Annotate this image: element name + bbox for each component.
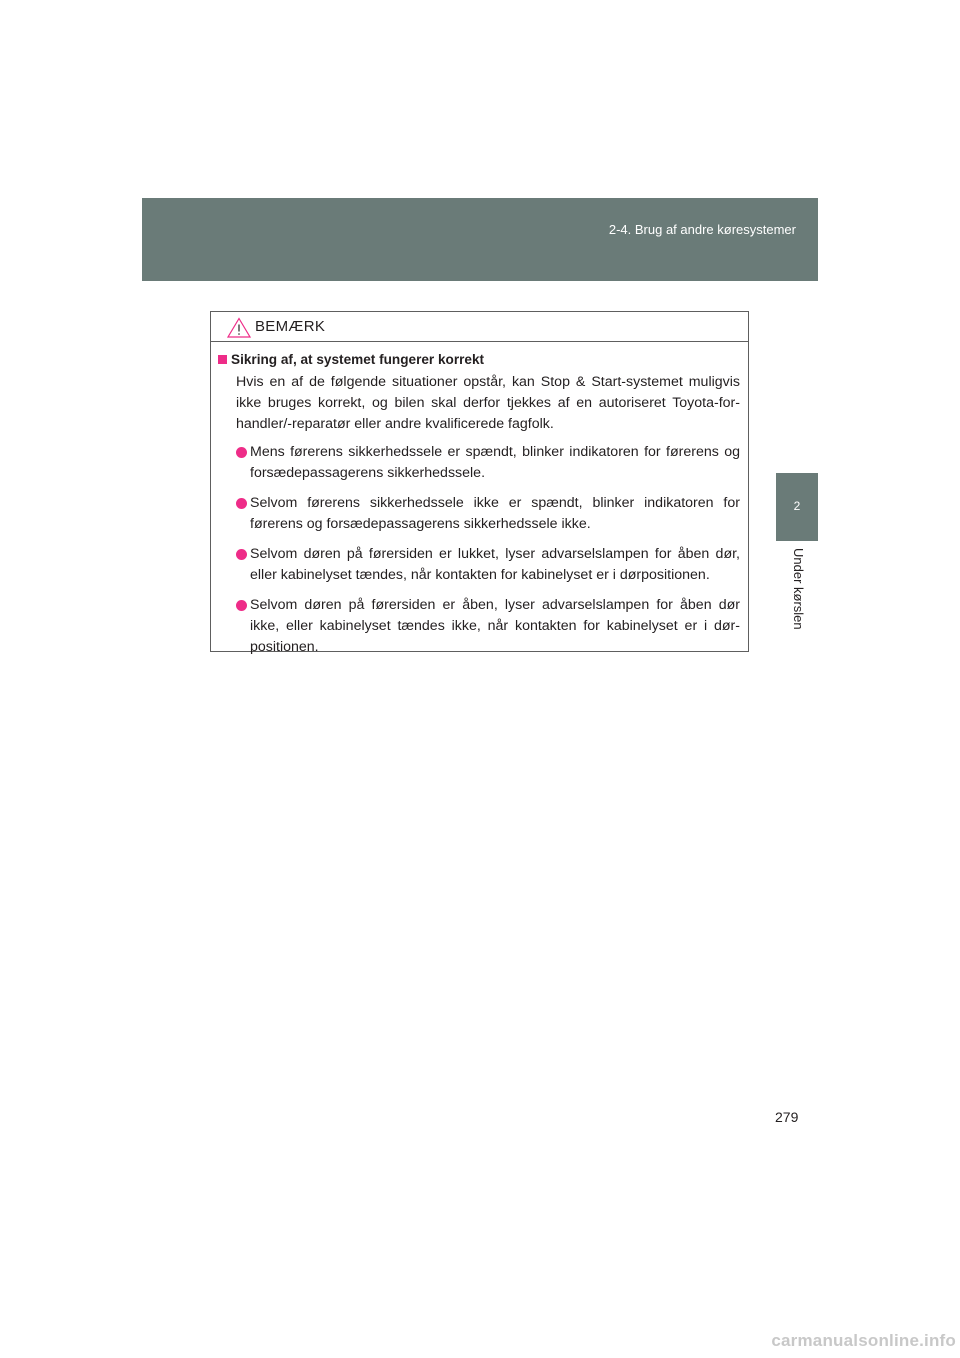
- list-item-text: Mens førerens sikkerhedssele er spændt, blinker indikatoren for førerens og forsædepassagerens sikkerhedssele.: [250, 444, 740, 481]
- list-item-text: Selvom førerens sikkerhedssele ikke er spændt, blinker indikatoren for førerens og forsædepassagerens sikkerhedssele ikke.: [250, 495, 740, 532]
- notice-box: [210, 311, 749, 655]
- list-item-text: Selvom døren på førersiden er lukket, lyser advarselslampen for åben dør, eller kabinelyset tændes, når kontakten for kabinelyset er i dørpositionen.: [250, 546, 740, 583]
- section-title: 2-4. Brug af andre køresystemer: [608, 222, 796, 237]
- notice-label: BEMÆRK: [255, 318, 326, 335]
- notice-heading-text: Sikring af, at systemet fungerer korrekt: [231, 352, 485, 367]
- list-item: [218, 595, 740, 658]
- header-band: [142, 198, 818, 281]
- circle-bullet-icon: [236, 498, 247, 509]
- watermark: carmanualsonline.info: [771, 1331, 956, 1350]
- chapter-label: Under kørslen: [791, 548, 806, 630]
- chapter-number: 2: [793, 499, 801, 513]
- notice-header: [211, 312, 748, 342]
- notice-body: [211, 342, 748, 658]
- notice-intro: Hvis en af de følgende situationer opstår, kan Stop & Start-systemet muligvis ikke bruges korrekt, og bilen skal derfor tjekkes af en autoriseret Toyota-for-handler/-reparatør eller andre kvalificerede fagfolk.: [236, 374, 740, 432]
- circle-bullet-icon: [236, 549, 247, 560]
- bullet-list: [218, 442, 740, 658]
- list-item: [218, 544, 740, 586]
- list-item: [218, 493, 740, 535]
- warning-triangle-icon: [227, 317, 251, 338]
- chapter-tab: [776, 473, 818, 541]
- notice-heading: [218, 352, 740, 367]
- square-bullet-icon: [218, 355, 227, 364]
- page-number: 279: [775, 1109, 799, 1125]
- list-item-text: Selvom døren på førersiden er åben, lyser advarselslampen for åben dør ikke, eller kabinelyset tændes ikke, når kontakten for kabinelyset er i dør-positionen.: [250, 597, 740, 655]
- circle-bullet-icon: [236, 600, 247, 611]
- list-item: [218, 442, 740, 484]
- circle-bullet-icon: [236, 447, 247, 458]
